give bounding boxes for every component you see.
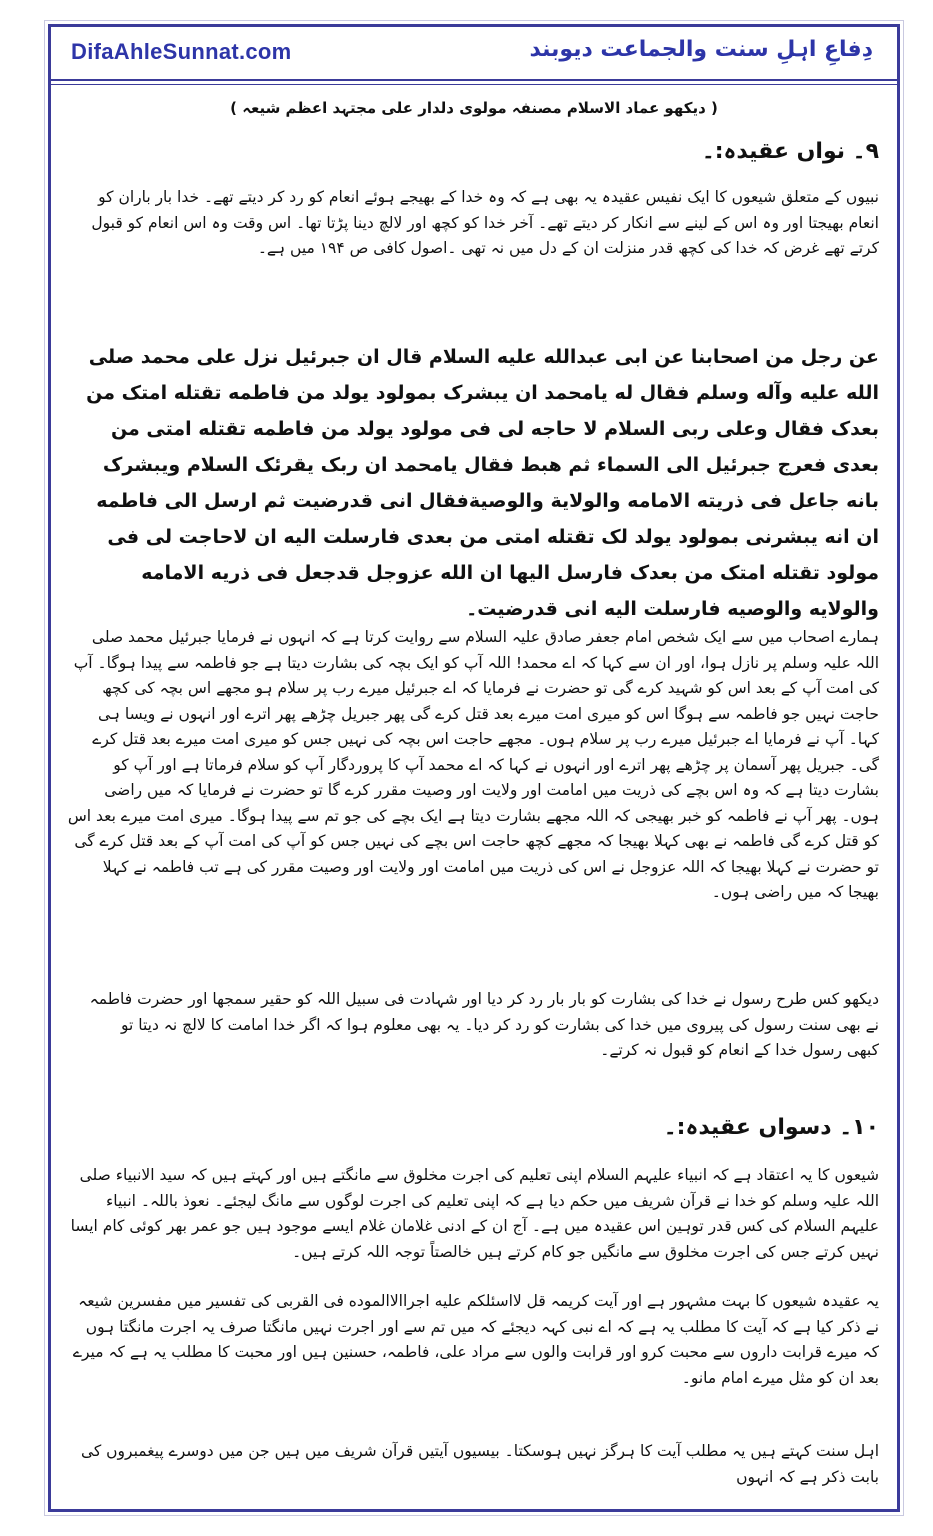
urdu-translation: ہمارے اصحاب میں سے ایک شخص امام جعفر صادق علیہ السلام سے روایت کرتا ہے کہ انہوں نے فرمایا جبرئیل محمد صلی اللہ علیہ وسلم پر نازل ہوا، اور ان سے کہا کہ اے محمد! اللہ آپ کو ایک بچہ کی بشارت دیتا ہے جو فاطمہ سے پیدا ہوگا۔ آپ کی امت آپ کے بعد اس کو شہید کرے گی تو حضرت نے فرمایا کہ اے جبرئیل میرے رب پر سلام ہو مجھے اس بچہ کی کچھ حاجت نہیں جو فاطمہ سے ہوگا اس کو میری امت میرے بعد قتل کرے گی پھر جبریل چڑھے پھر اترے اور انہوں نے ویسا ہی کہا۔ آپ نے فرمایا اے جبرئیل میرے رب پر سلام ہوں۔ مجھے حاجت اس بچہ کی نہیں جس کو میری امت میرے بعد قتل کرے گی۔ جبریل پھر آسمان پر چڑھے پھر اترے اور انہوں نے کہا کہ اے محمد آپ کا پروردگار آپ کو سلام فرماتا ہے اور آپ کو بشارت دیتا ہے کہ وہ اس بچے کی ذریت میں امامت اور ولایت اور وصیت مقرر کرے گا تو حضرت نے فرمایا کہ میں راضی ہوں۔ پھر آپ نے فاطمہ کو خبر بھیجی کہ اللہ مجھے بشارت دیتا ہے ایک بچے کی جو تم سے پیدا ہوگا۔ میری امت میرے بعد اس کو قتل کرے گی فاطمہ نے بھی کہلا بھیجا کہ مجھے کچھ حاجت اس بچے کی نہیں جس کو آپ کی امت آپ کے بعد قتل کرے گی تو حضرت نے کہلا بھیجا کہ اللہ عزوجل نے اس کی ذریت میں امامت اور ولایت اور وصیت مقرر کی ہے تب فاطمہ نے کہلا بھیجا کہ میں راضی ہوں۔: [67, 628, 879, 901]
section-10-paragraph-3: اہل سنت کہتے ہیں یہ مطلب آیت کا ہرگز نہیں ہوسکتا۔ بیسیوں آیتیں قرآن شریف میں ہیں جن میں دوسرے پیغمبروں کی بابت ذکر ہے کہ انہوں: [80, 1442, 879, 1486]
section-9-heading: ۹۔ نواں عقیدہ:۔: [701, 139, 879, 164]
section-10-paragraph-2: یہ عقیدہ شیعوں کا بہت مشہور ہے اور آیت کریمہ قل لااسئلکم علیه اجراالاالموده فی القربی کی تفسیر میں مفسرین شیعہ نے ذکر کیا ہے کہ آیت کا مطلب یہ ہے کہ اے نبی کہہ دیجئے کہ میں تم سے اور اجرت نہیں مانگتا صرف یہ اجرت مانگتا ہوں کہ میرے قرابت داروں سے محبت کرو اور قرابت والوں سے مراد علی، فاطمہ، حسنین ہیں اور محبت کا مطلب یہ ہے کہ میرے بعد ان کو مثل میرے امام مانو۔: [72, 1292, 879, 1387]
section-9-commentary: دیکھو کس طرح رسول نے خدا کی بشارت کو بار بار رد کر دیا اور شہادت فی سبیل اللہ کو حقیر سمجھا اور حضرت فاطمہ نے بھی سنت رسول کی پیروی میں خدا کی بشارت کو رد کر دیا۔ یہ بھی معلوم ہوا کہ اگر خدا امامت کا لالچ نہ دیتا تو کبھی رسول خدا کے انعام کو قبول نہ کرتے۔: [89, 990, 879, 1059]
site-url[interactable]: DifaAhleSunnat.com: [71, 39, 292, 64]
brand-title: دِفاعِ اہلِ سنت والجماعت دیوبند: [529, 37, 873, 62]
header-divider: [51, 79, 897, 81]
header-divider-thin: [51, 84, 897, 85]
book-reference: ( دیکھو عماد الاسلام مصنفہ مولوی دلدار علی مجتہد اعظم شیعہ ): [230, 99, 718, 117]
section-9-intro: نبیوں کے متعلق شیعوں کا ایک نفیس عقیدہ یہ بھی ہے کہ وہ خدا کے بھیجے ہوئے انعام کو رد کر دیتے تھے۔ خدا بار باران کو انعام بھیجتا اور وہ اس کے لینے سے انکار کر دیتے تھے۔ آخر خدا کو کچھ اور لالچ دینا پڑتا تھا۔ اس وقت وہ اس انعام کو قبول کرتے تھے غرض کہ خدا کی کچھ قدر منزلت ان کے دل میں نہ تھی ۔اصول کافی ص ۱۹۴ میں ہے۔: [91, 188, 879, 257]
section-10-paragraph-1: شیعوں کا یہ اعتقاد ہے کہ انبیاء علیہم السلام اپنی تعلیم کی اجرت مخلوق سے مانگتے ہیں اور کہتے ہیں کہ سید الانبیاء صلی اللہ علیہ وسلم کو خدا نے قرآن شریف میں حکم دیا ہے کہ اپنی تعلیم کی اجرت لوگوں سے مانگ لیجئے۔ نعوذ باللہ۔ انبیاء علیہم السلام کی کس قدر توہین اس عقیدہ میں ہے۔ آج ان کے ادنی غلامان غلام ایسے موجود ہیں جو عمر بھر کوئی کام ایسا نہیں کرتے جس کی اجرت مخلوق سے مانگیں جو کام کرتے ہیں خالصتاً توجہ اللہ کرتے ہیں۔: [70, 1166, 879, 1261]
page-header: [51, 27, 897, 83]
page-frame: [48, 24, 900, 1512]
arabic-narration: عن رجل من اصحابنا عن ابی عبدالله علیه السلام قال ان جبرئیل نزل علی محمد صلی الله علیه وآله وسلم فقال له یامحمد ان یبشرک بمولود یولد من فاطمه تقتله امتک من بعدک فقال وعلی ربی السلام لا حاجه لی فی مولود یولد من فاطمه تقتله امتی من بعدی فعرج جبرئیل الی السماء ثم هبط فقال یامحمد ان ربک یقرئک السلام ویبشرک بانه جاعل فی ذریته الامامه والولایة والوصیةفقال انی قدرضیت ثم ارسل الی فاطمه ان انه یبشرنی بمولود یولد لک تقتله امتی من بعدی فارسلت الیه ان لاحاجت لی فی مولود تقتله امتک من بعدک فارسل الیها ان الله عزوجل قدجعل فی ذریه الامامه والولایه والوصیه فارسلت الیه انی قدرضیت۔: [86, 346, 879, 620]
section-10-heading: ۱۰۔ دسواں عقیدہ:۔: [663, 1115, 879, 1140]
